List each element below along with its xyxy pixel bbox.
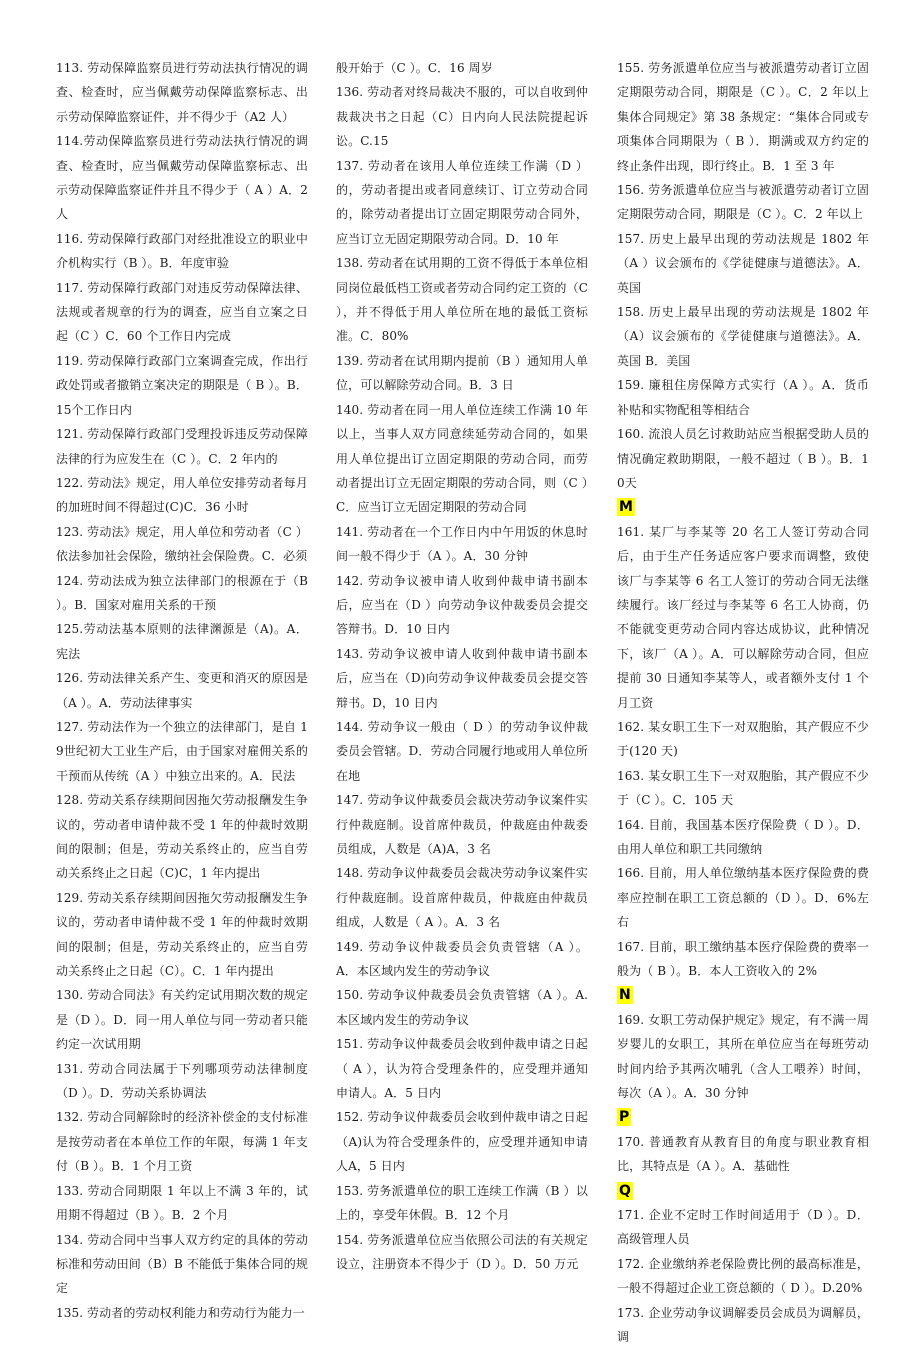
question-item: 132. 劳动合同解除时的经济补偿金的支付标准是按劳动者在本单位工作的年限，每满 1 年支付（B ）。B．1 个月工资 (56, 1110, 308, 1174)
question-item: 124. 劳动法成为独立法律部门的根源在于（B ）。B．国家对雇用关系的干预 (56, 573, 308, 612)
question-item: 157. 历史上最早出现的劳动法规是 1802 年（A ）议会颁布的《学徒健康与道德法》。A．英国 (617, 231, 869, 295)
column-middle (336, 56, 588, 1292)
question-item: 117. 劳动保障行政部门对违反劳动保障法律、法规或者规章的行为的调查，应当自立案之日起（C ）C．60 个工作日内完成 (56, 280, 308, 344)
question-item: 138. 劳动者在试用期的工资不得低于本单位相同岗位最低档工资或者劳动合同约定工资的（C ），并不得低于用人单位所在地的最低工资标准。C．80% (336, 256, 588, 344)
question-item: 139. 劳动者在试用期内提前（B ）通知用人单位，可以解除劳动合同。B．3 日 (336, 353, 588, 393)
question-item: 155. 劳务派遣单位应当与被派遣劳动者订立固定期限劳动合同，期限是（C ）。C．2 年以上集体合同规定》第 38 条规定：“集体合同或专项集体合同期限为（ B ）．期满或双方约定的终止条件出现，即行终止。B．1 至 3 年 (617, 61, 869, 173)
question-item: 133. 劳动合同期限 1 年以上不满 3 年的，试用期不得超过（B ）。B．2 个月 (56, 1183, 308, 1223)
question-item: 162. 某女职工生下一对双胞胎，其产假应不少于(120 天) (617, 719, 869, 759)
question-item: 143. 劳动争议被申请人收到仲裁申请书副本后，应当在（D)向劳动争议仲裁委员会提交答辩书。D，10 日内 (336, 646, 588, 710)
question-item: 134. 劳动合同中当事人双方约定的具体的劳动标准和劳动田间（B）B 不能低于集体合同的规定 (56, 1232, 308, 1296)
question-item: 154. 劳务派遣单位应当依照公司法的有关规定设立，注册资本不得少于（D ）。D．50 万元 (336, 1232, 588, 1271)
section-letter-heading: P (619, 1109, 630, 1126)
question-item: 170. 普通教育从教育目的角度与职业教育相比，其特点是（A ）。A．基础性 (617, 1134, 869, 1174)
question-item: 122. 劳动法》规定，用人单位安排劳动者每月的加班时间不得超过(C)C．36 小时 (56, 475, 308, 515)
question-item: 136. 劳动者对终局裁决不服的，可以自收到仲裁裁决书之日起（C）日内向人民法院提起诉讼。C.15 (336, 85, 588, 149)
question-item: 113. 劳动保障监察员进行劳动法执行情况的调查、检查时，应当佩戴劳动保障监察标志、出示劳动保障监察证件，并不得少于（A2 人） (56, 61, 308, 124)
question-item: 166. 目前，用人单位缴纳基本医疗保险费的费率应控制在职工工资总额的（D ）。D．6%左右 (617, 866, 869, 930)
question-item: 167. 目前，职工缴纳基本医疗保险费的费率一般为（ B ）。B．本人工资收入的 2% (617, 939, 869, 979)
section-letter-heading: N (619, 987, 631, 1004)
question-item: 129. 劳动关系存续期间因拖欠劳动报酬发生争议的，劳动者申请仲裁不受 1 年的仲裁时效期间的限制；但是，劳动关系终止的，应当自劳动关系终止之日起（C）。C．1 年内提出 (56, 890, 308, 979)
question-item: 172. 企业缴纳养老保险费比例的最高标准是，一般不得超过企业工资总额的（ D ）。D.20% (617, 1256, 869, 1296)
section-letter-row (617, 983, 869, 1007)
question-item: 142. 劳动争议被申请人收到仲裁申请书副本后，应当在（D ）向劳动争议仲裁委员会提交答辩书。D．10 日内 (336, 573, 588, 637)
question-item: 125.劳动法基本原则的法律渊源是（A)。A．宪法 (56, 622, 308, 661)
question-item: 130. 劳动合同法》有关约定试用期次数的规定是（D ）。D．同一用人单位与同一劳动者只能约定一次试用期 (56, 988, 308, 1052)
question-item: 126. 劳动法律关系产生、变更和消灭的原因是（A ）。A．劳动法律事实 (56, 671, 308, 710)
question-item: 171. 企业不定时工作时间适用于（D ）。D．高级管理人员 (617, 1208, 869, 1247)
question-item: 152. 劳动争议仲裁委员会收到仲裁申请之日起（A)认为符合受理条件的，应受理并通知申请人A，5 日内 (336, 1110, 588, 1174)
section-letter-heading: M (619, 499, 633, 516)
question-item: 160. 流浪人员乞讨救助站应当根据受助人员的情况确定救助期限，一般不超过（ B ）。B．10天 (617, 427, 869, 490)
question-item: 128. 劳动关系存续期间因拖欠劳动报酬发生争议的，劳动者申请仲裁不受 1 年的仲裁时效期间的限制；但是，劳动关系终止的，应当自劳动关系终止之日起（C)C，1 年内提出 (56, 793, 308, 881)
question-item: 159. 廉租住房保障方式实行（A ）。A．货币补贴和实物配租等相结合 (617, 378, 869, 417)
question-item: 147. 劳动争议仲裁委员会裁决劳动争议案件实行仲裁庭制。设首席仲裁员，仲裁庭由仲裁委员组成，人数是（A)A，3 名 (336, 793, 588, 856)
question-item: 119. 劳动保障行政部门立案调查完成，作出行政处罚或者撤销立案决定的期限是（ B ）。B．15个工作日内 (56, 353, 308, 417)
question-item: 121. 劳动保障行政部门受理投诉违反劳动保障法律的行为应发生在（C ）。C．2 年内的 (56, 427, 308, 466)
question-item: 158. 历史上最早出现的劳动法规是 1802 年（A）议会颁布的《学徒健康与道德法》。A．英国 B．美国 (617, 305, 869, 368)
question-item: 144. 劳动争议一般由（ D ）的劳动争议仲裁委员会管辖。D．劳动合同履行地或用人单位所在地 (336, 719, 588, 783)
question-item: 116. 劳动保障行政部门对经批准设立的职业中介机构实行（B ）。B．年度审验 (56, 231, 308, 271)
question-item: 161. 某厂与李某等 20 名工人签订劳动合同后，由于生产任务适应客户要求而调整，致使该厂与李某等 6 名工人签订的劳动合同无法继续履行。该厂经过与李某等 6 名工人协商，仍不能就变更劳动合同内容达成协议，此种情况下，该厂（A ）。A．可以解除劳动合同，但应提前 30 日通知李某等人，或者额外支付 1 个月工资 (617, 524, 869, 710)
question-item: 123. 劳动法》规定，用人单位和劳动者（C ）依法参加社会保险，缴纳社会保险费。C．必须 (56, 524, 308, 564)
section-letter-row (617, 1105, 869, 1129)
question-item: 127. 劳动法作为一个独立的法律部门，是自 19世纪初大工业生产后，由于国家对雇佣关系的干预而从传统（A ）中独立出来的。A．民法 (56, 719, 308, 783)
section-letter-row (617, 1179, 869, 1203)
question-item: 153. 劳务派遣单位的职工连续工作满（B ）以上的，享受年休假。B．12 个月 (336, 1183, 588, 1223)
question-item: 140. 劳动者在同一用人单位连续工作满 10 年以上，当事人双方同意续延劳动合同的，如果用人单位提出订立固定期限的劳动合同，而劳动者提出订立无固定期限的劳动合同，则（C ）C．应当订立无固定期限的劳动合同 (336, 402, 588, 515)
question-item: 般开始于（C ）。C．16 周岁 (336, 61, 493, 75)
question-item: 149. 劳动争议仲裁委员会负责管辖（A ）。A．本区域内发生的劳动争议 (336, 939, 588, 979)
question-item: 135. 劳动者的劳动权利能力和劳动行为能力一 (56, 1305, 305, 1320)
question-item: 141. 劳动者在一个工作日内中午用饭的休息时间一般不得少于（A ）。A．30 分钟 (336, 524, 588, 564)
question-item: 163. 某女职工生下一对双胞胎，其产假应不少于（C ）。C．105 天 (617, 768, 869, 808)
section-letter-row (617, 495, 869, 519)
question-item: 114.劳动保障监察员进行劳动法执行情况的调查、检查时，应当佩戴劳动保障监察标志、出示劳动保障监察证件并且不得少于（ A ）A．2 人 (56, 134, 308, 222)
question-item: 156. 劳务派遣单位应当与被派遣劳动者订立固定期限劳动合同，期限是（C ）。C．2 年以上 (617, 183, 869, 222)
question-item: 173. 企业劳动争议调解委员会成员为调解员，调 (617, 1305, 869, 1345)
question-item: 131. 劳动合同法属于下列哪项劳动法律制度（D ）。D．劳动关系协调法 (56, 1061, 308, 1101)
column-right (617, 56, 869, 1345)
question-item: 150. 劳动争议仲裁委员会负责管辖（A ）。A.本区域内发生的劳动争议 (336, 988, 588, 1027)
question-item: 164. 目前，我国基本医疗保险费（ D ）。D．由用人单位和职工共同缴纳 (617, 817, 869, 856)
question-item: 148. 劳动争议仲裁委员会裁决劳动争议案件实行仲裁庭制。设首席仲裁员，仲裁庭由仲裁员组成，人数是（ A ）。A．3 名 (336, 866, 588, 930)
column-left (56, 56, 308, 1320)
section-letter-heading: Q (619, 1182, 631, 1199)
question-item: 169. 女职工劳动保护规定》规定，有不满一周岁婴儿的女职工，其所在单位应当在每班劳动时间内给予其两次哺乳（含人工喂养）时间，每次（A ）。A．30 分钟 (617, 1012, 869, 1101)
question-item: 137. 劳动者在该用人单位连续工作满（D ）的，劳动者提出或者同意续订、订立劳动合同的，除劳动者提出订立固定期限劳动合同外，应当订立无固定期限劳动合同。D．10 年 (336, 158, 588, 246)
question-item: 151. 劳动争议仲裁委员会收到仲裁申请之日起（ A ），认为符合受理条件的，应受理并通知申请人。A．5 日内 (336, 1037, 588, 1101)
